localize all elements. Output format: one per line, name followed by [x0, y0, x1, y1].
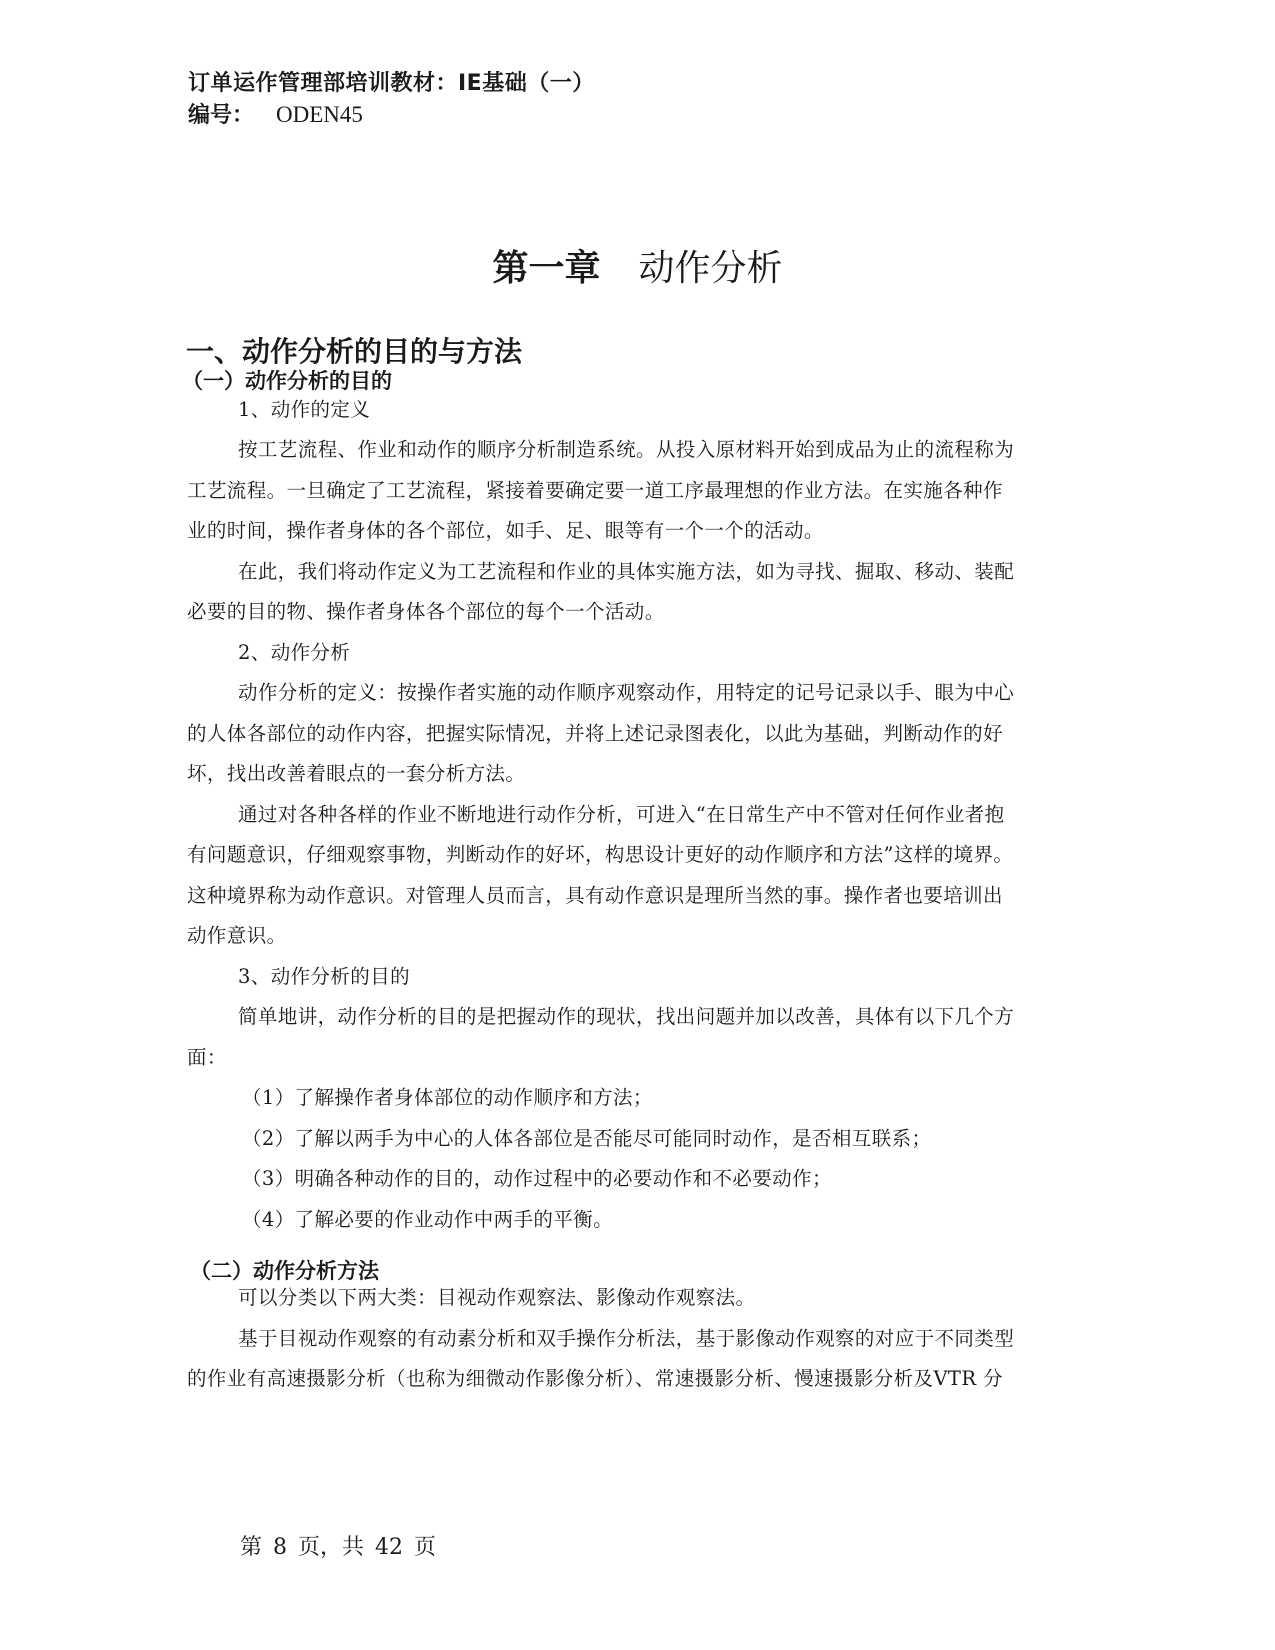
paragraph-line: 面： — [187, 1046, 227, 1069]
chapter-title — [0, 240, 1275, 291]
paragraph-line: 简单地讲，动作分析的目的是把握动作的现状，找出问题并加以改善，具体有以下几个方 — [238, 1005, 1015, 1028]
paragraph-line: 基于目视动作观察的有动素分析和双手操作分析法，基于影像动作观察的对应于不同类型 — [238, 1327, 1015, 1350]
subsection-heading-methods: （二）动作分析方法 — [190, 1259, 379, 1283]
paragraph-line: 的人体各部位的动作内容，把握实际情况，并将上述记录图表化，以此为基础，判断动作的好 — [187, 722, 1003, 745]
paragraph-line: 必要的目的物、操作者身体各个部位的每个一个活动。 — [187, 600, 665, 623]
paragraph-line: 有问题意识，仔细观察事物，判断动作的好坏，构思设计更好的动作顺序和方法”这样的境界。 — [187, 843, 1014, 866]
document-header-title: 订单运作管理部培训教材：IE基础（一） — [188, 71, 595, 96]
list-item: （3）明确各种动作的目的，动作过程中的必要动作和不必要动作； — [242, 1167, 832, 1190]
paragraph-line: 动作意识。 — [187, 924, 287, 947]
paragraph-line: 的作业有高速摄影分析（也称为细微动作影像分析）、常速摄影分析、慢速摄影分析及VTR 分 — [187, 1367, 1003, 1390]
paragraph-line: 通过对各种各样的作业不断地进行动作分析，可进入“在日常生产中不管对任何作业者抱 — [238, 803, 1005, 826]
chapter-number: 第一章 — [492, 248, 601, 289]
list-item: （1）了解操作者身体部位的动作顺序和方法； — [242, 1086, 653, 1109]
list-item: （2）了解以两手为中心的人体各部位是否能尽可能同时动作，是否相互联系； — [242, 1127, 932, 1150]
paragraph-line: 业的时间，操作者身体的各个部位，如手、足、眼等有一个一个的活动。 — [187, 519, 824, 542]
document-code-value: ODEN45 — [276, 102, 363, 127]
list-item: （4）了解必要的作业动作中两手的平衡。 — [242, 1208, 614, 1231]
paragraph-line: 工艺流程。一旦确定了工艺流程，紧接着要确定要一道工序最理想的作业方法。在实施各种作 — [187, 479, 1003, 502]
item-title-purpose: 3、动作分析的目的 — [238, 965, 411, 988]
paragraph-line: 可以分类以下两大类：目视动作观察法、影像动作观察法。 — [238, 1286, 756, 1309]
paragraph-line: 坏，找出改善着眼点的一套分析方法。 — [187, 762, 526, 785]
paragraph-line: 按工艺流程、作业和动作的顺序分析制造系统。从投入原材料开始到成品为止的流程称为 — [238, 438, 1015, 461]
paragraph-line: 这种境界称为动作意识。对管理人员而言，具有动作意识是理所当然的事。操作者也要培训出 — [187, 884, 1003, 907]
document-code-label: 编号： — [188, 103, 255, 128]
paragraph-line: 动作分析的定义：按操作者实施的动作顺序观察动作，用特定的记号记录以手、眼为中心 — [238, 681, 1015, 704]
item-title-definition: 1、动作的定义 — [238, 398, 371, 421]
document-code — [188, 98, 363, 129]
paragraph-line: 在此，我们将动作定义为工艺流程和作业的具体实施方法，如为寻找、掘取、移动、装配 — [238, 560, 1015, 583]
section-heading: 一、动作分析的目的与方法 — [186, 335, 523, 368]
chapter-name: 动作分析 — [638, 248, 783, 289]
page-footer: 第 8 页，共 42 页 — [240, 1535, 436, 1560]
item-title-analysis: 2、动作分析 — [238, 641, 351, 664]
subsection-heading-purpose: （一）动作分析的目的 — [182, 369, 392, 393]
